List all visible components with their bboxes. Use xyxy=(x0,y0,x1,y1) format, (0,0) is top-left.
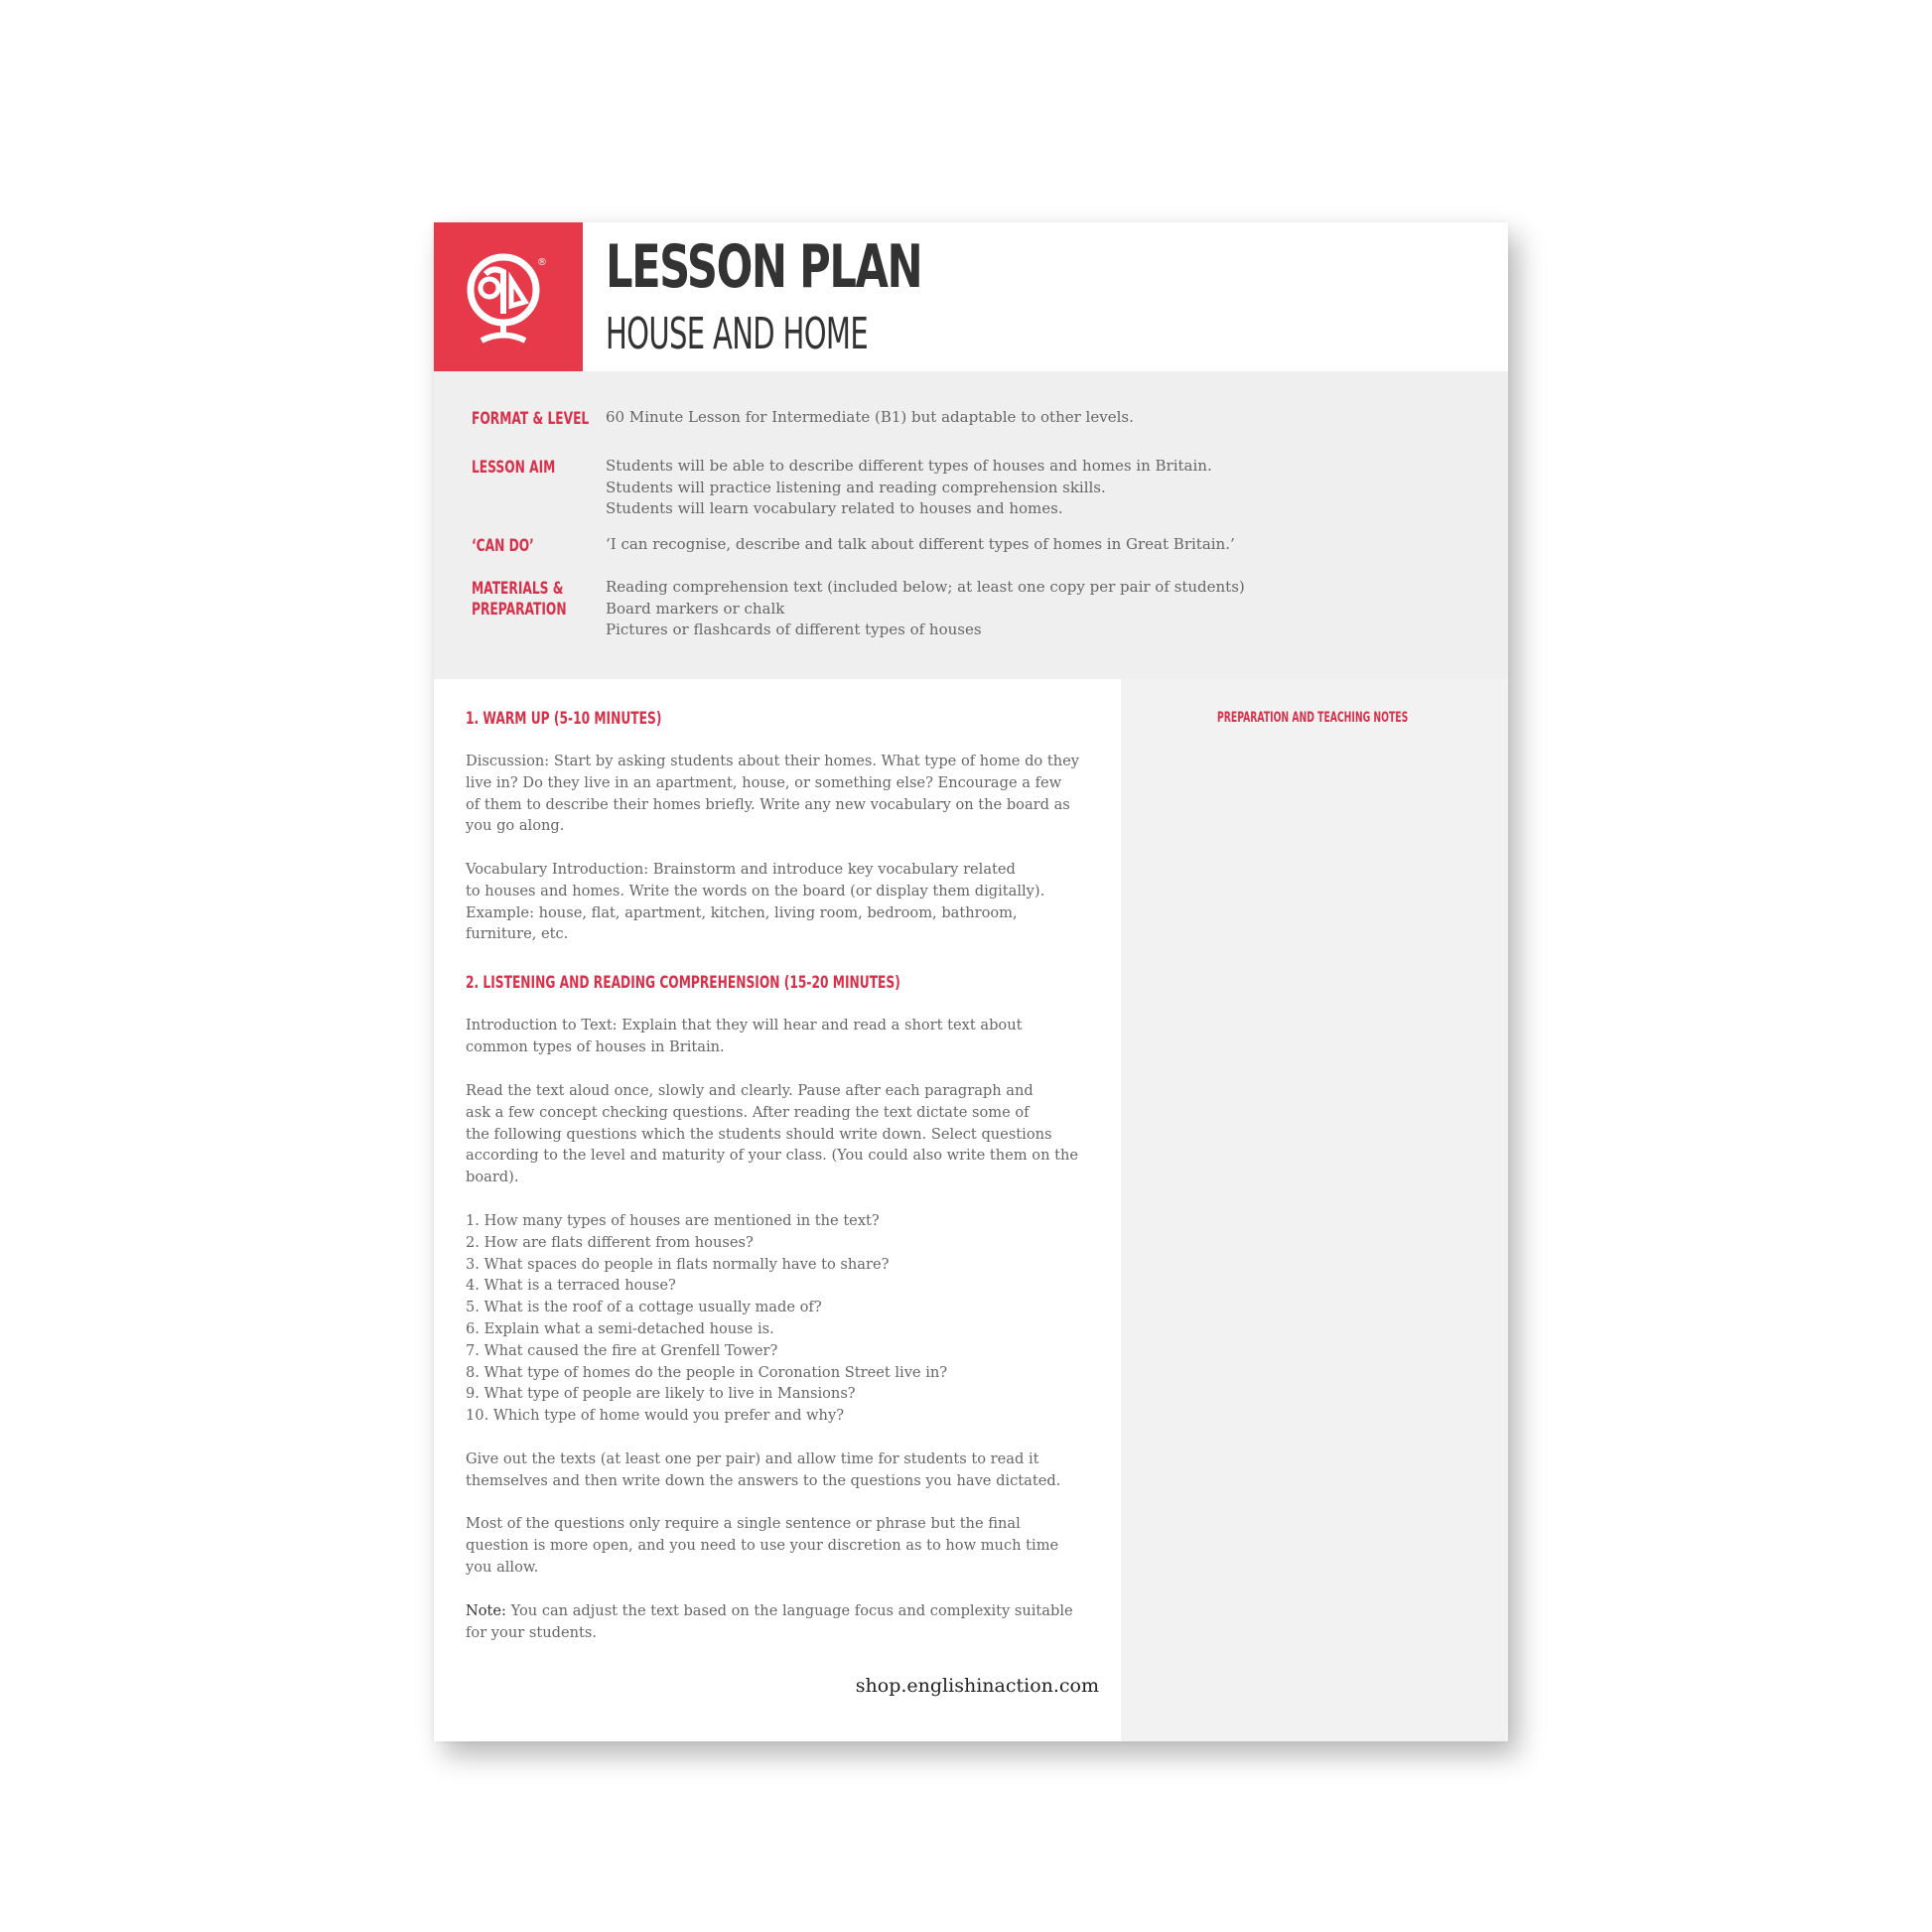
question-item: 4. What is a terraced house? xyxy=(466,1277,676,1295)
text-line: Most of the questions only require a single sentence or phrase but the final xyxy=(466,1515,1021,1532)
text-line: you allow. xyxy=(466,1558,539,1576)
aim-value xyxy=(606,456,1212,520)
question-item: 10. Which type of home would you prefer and why? xyxy=(466,1407,845,1425)
registered-mark: ® xyxy=(537,257,547,268)
teaching-notes-column xyxy=(1121,679,1508,1741)
cando-label: ‘CAN DO’ xyxy=(472,536,534,556)
question-item: 7. What caused the fire at Grenfell Tower? xyxy=(466,1341,778,1359)
aim-label: LESSON AIM xyxy=(472,458,556,478)
cando-value xyxy=(606,534,1235,556)
format-value xyxy=(606,407,1134,429)
materials-value xyxy=(606,577,1245,641)
text-line: of them to describe their homes briefly. Write any new vocabulary on the board as xyxy=(466,795,1070,813)
materials-line: Board markers or chalk xyxy=(606,599,785,618)
format-label: FORMAT & LEVEL xyxy=(472,409,590,429)
materials-label-line: PREPARATION xyxy=(472,600,567,620)
note-text: You can adjust the text based on the language focus and complexity suitable xyxy=(505,1602,1073,1619)
globe-logo-icon xyxy=(434,222,583,371)
lesson-info-panel xyxy=(434,371,1508,679)
question-item: 1. How many types of houses are mentioned in the text? xyxy=(466,1212,880,1229)
section-heading-warmup: 1. WARM UP (5-10 MINUTES) xyxy=(466,709,662,729)
text-line: the following questions which the students should write down. Select questions xyxy=(466,1125,1052,1143)
text-line: Example: house, flat, apartment, kitchen, living room, bedroom, bathroom, xyxy=(466,903,1018,921)
materials-line: Reading comprehension text (included below; at least one copy per pair of students) xyxy=(606,578,1245,596)
page-title: LESSON PLAN xyxy=(606,232,922,302)
aim-line: Students will practice listening and reading comprehension skills. xyxy=(606,478,1106,496)
brand-logo xyxy=(434,222,583,371)
text-line: according to the level and maturity of your class. (You could also write them on the xyxy=(466,1147,1079,1165)
aim-line: Students will be able to describe different types of houses and homes in Britain. xyxy=(606,457,1212,475)
text-line: live in? Do they live in an apartment, house, or something else? Encourage a few xyxy=(466,773,1062,791)
text-line: question is more open, and you need to use your discretion as to how much time xyxy=(466,1536,1059,1554)
text-line: ask a few concept checking questions. After reading the text dictate some of xyxy=(466,1103,1030,1121)
text-line: Introduction to Text: Explain that they will hear and read a short text about xyxy=(466,1017,1023,1034)
text-line: Read the text aloud once, slowly and clearly. Pause after each paragraph and xyxy=(466,1082,1034,1099)
aim-line: Students will learn vocabulary related to houses and homes. xyxy=(606,499,1063,517)
page-subtitle: HOUSE AND HOME xyxy=(606,309,869,359)
lesson-plan-page xyxy=(434,222,1508,1741)
lesson-body xyxy=(434,679,1121,1741)
text-line: you go along. xyxy=(466,817,565,835)
question-item: 3. What spaces do people in flats normally have to share? xyxy=(466,1255,890,1273)
text-line: for your students. xyxy=(466,1623,597,1641)
notes-heading: PREPARATION AND TEACHING NOTES xyxy=(1217,710,1409,726)
question-item: 8. What type of homes do the people in Coronation Street live in? xyxy=(466,1363,948,1381)
text-line: board). xyxy=(466,1169,519,1186)
cando-text: ‘I can recognise, describe and talk about different types of homes in Great Britain.’ xyxy=(606,535,1235,553)
text-line: Give out the texts (at least one per pair) and allow time for students to read it xyxy=(466,1450,1039,1467)
section-heading-comprehension: 2. LISTENING AND READING COMPREHENSION (15-20 MINUTES) xyxy=(466,973,900,993)
text-line: themselves and then write down the answers to the questions you have dictated. xyxy=(466,1471,1061,1489)
question-item: 6. Explain what a semi-detached house is. xyxy=(466,1319,774,1337)
materials-label xyxy=(472,579,567,621)
materials-label-line: MATERIALS & xyxy=(472,579,564,599)
header xyxy=(434,222,1508,371)
question-item: 5. What is the roof of a cottage usually made of? xyxy=(466,1299,822,1316)
text-line: Discussion: Start by asking students about their homes. What type of home do they xyxy=(466,753,1079,769)
question-item: 2. How are flats different from houses? xyxy=(466,1233,754,1251)
format-text: 60 Minute Lesson for Intermediate (B1) but adaptable to other levels. xyxy=(606,408,1134,426)
question-item: 9. What type of people are likely to live in Mansions? xyxy=(466,1385,856,1403)
text-line: common types of houses in Britain. xyxy=(466,1037,725,1055)
text-line: to houses and homes. Write the words on the board (or display them digitally). xyxy=(466,882,1045,899)
footer-url: shop.englishinaction.com xyxy=(855,1675,1099,1697)
text-line: furniture, etc. xyxy=(466,925,569,943)
note-label: Note: xyxy=(466,1602,506,1619)
text-line: Vocabulary Introduction: Brainstorm and introduce key vocabulary related xyxy=(466,861,1016,878)
materials-line: Pictures or flashcards of different types of houses xyxy=(606,621,982,638)
